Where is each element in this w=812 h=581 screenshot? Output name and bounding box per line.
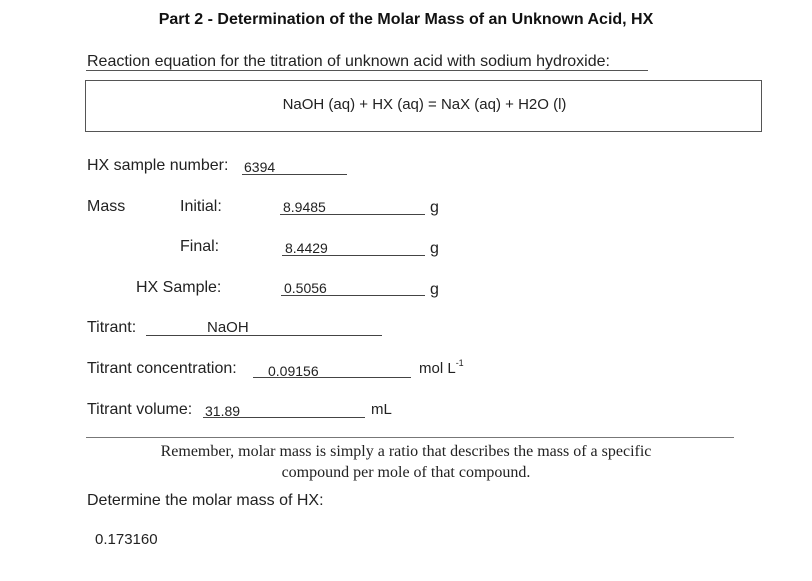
reaction-equation: NaOH (aq) + HX (aq) = NaX (aq) + H2O (l) xyxy=(282,96,567,113)
titrant-volume-value[interactable]: 31.89 xyxy=(205,403,241,419)
titrant-concentration-label: Titrant concentration: xyxy=(87,360,237,377)
titrant-volume-label: Titrant volume: xyxy=(87,401,193,418)
sample-number-line xyxy=(242,174,347,175)
mass-sample-line xyxy=(281,295,425,296)
section-divider xyxy=(86,437,734,438)
mass-sample-value[interactable]: 0.5056 xyxy=(284,280,327,296)
mass-sample-label: HX Sample: xyxy=(136,279,222,296)
answer-value[interactable]: 0.173160 xyxy=(95,531,158,548)
titrant-concentration-line xyxy=(253,377,411,378)
titrant-line xyxy=(146,335,382,336)
page-title: Part 2 - Determination of the Molar Mass of an Unknown Acid, HX xyxy=(158,11,654,28)
mass-final-unit: g xyxy=(430,240,439,257)
titrant-value[interactable]: NaOH xyxy=(207,319,249,336)
mass-final-line xyxy=(282,255,425,256)
intro-underline xyxy=(86,70,648,71)
mass-initial-label: Initial: xyxy=(180,198,222,215)
question-label: Determine the molar mass of HX: xyxy=(87,492,324,509)
titrant-volume-line xyxy=(203,417,365,418)
reminder-line-1: Remember, molar mass is simply a ratio that describes the mass of a specific xyxy=(160,443,652,460)
mass-final-value[interactable]: 8.4429 xyxy=(285,240,328,256)
equation-box xyxy=(85,80,762,132)
titrant-volume-unit: mL xyxy=(371,401,392,418)
titrant-concentration-unit: mol $L^{-1}$ xyxy=(419,358,464,377)
reaction-intro: Reaction equation for the titration of unknown acid with sodium hydroxide: xyxy=(87,53,610,70)
titrant-label: Titrant: xyxy=(87,319,137,336)
reminder-line-2: compound per mole of that compound. xyxy=(281,464,531,481)
mass-initial-unit: g xyxy=(430,199,439,216)
titrant-concentration-value[interactable]: 0.09156 xyxy=(268,363,319,379)
mass-initial-value[interactable]: 8.9485 xyxy=(283,199,326,215)
mass-initial-line xyxy=(280,214,425,215)
mass-label: Mass xyxy=(87,198,126,215)
mass-final-label: Final: xyxy=(180,238,220,255)
reminder-note xyxy=(0,441,812,483)
sample-number-value[interactable]: 6394 xyxy=(244,159,276,175)
mass-sample-unit: g xyxy=(430,281,439,298)
sample-number-label: HX sample number: xyxy=(87,157,229,174)
